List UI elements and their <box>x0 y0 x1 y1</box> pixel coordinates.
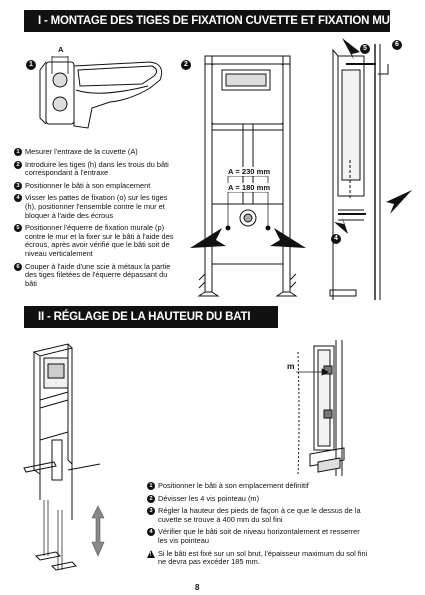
list-item: 3 Régler la hauteur des pieds de façon à ce que le dessus de la cuvette se trouve à 400 mm du sol fini <box>147 507 371 524</box>
section-1-title: I - MONTAGE DES TIGES DE FIXATION CUVETTE ET FIXATION MURALE <box>24 10 390 32</box>
figure-1-number: 1 <box>26 60 36 70</box>
list-item: 4 Vérifier que le bâti soit de niveau horizontalement et resserrer les vis pointeau <box>147 528 371 545</box>
list-item: 5 Positionner l'équerre de fixation murale (p) contre le mur et la fixer sur le bâti à l'aide des écrous, après avoir vérifié que le bâti soit de niveau verticalement <box>14 224 179 258</box>
warning-item: ! Si le bâti est fixé sur un sol brut, l'épaisseur maximum du sol fini ne devra pas excéder 185 mm. <box>147 550 371 567</box>
label-m: m <box>287 361 295 371</box>
figure-2-number: 2 <box>181 60 191 70</box>
dimension-180: A = 180 mm <box>228 183 271 192</box>
list-item: 6 Couper à l'aide d'une scie à métaux la partie des tiges filetées de l'équerre dépassant du bâti <box>14 263 179 289</box>
page-number: 8 <box>195 583 200 592</box>
section-2-steps <box>147 482 371 571</box>
dimension-230: A = 230 mm <box>228 167 271 176</box>
callout-6: 6 <box>392 40 402 50</box>
list-item: 3 Positionner le bâti à son emplacement <box>14 182 179 191</box>
section-2-title: II - RÉGLAGE DE LA HAUTEUR DU BATI <box>24 306 278 328</box>
callout-5: 5 <box>360 44 370 54</box>
list-item: 1 Mesurer l'entraxe de la cuvette (A) <box>14 148 179 157</box>
list-item: 2 Introduire les tiges (h) dans les trous du bâti correspondant à l'entraxe <box>14 161 179 178</box>
list-item: 2 Dévisser les 4 vis pointeau (m) <box>147 495 371 504</box>
dimension-a-label: A <box>58 45 64 54</box>
warning-icon: ! <box>147 550 155 558</box>
list-item: 1 Positionner le bâti à son emplacement définitif <box>147 482 371 491</box>
callout-4: 4 <box>331 234 341 244</box>
list-item: 4 Visser les pattes de fixation (o) sur les tiges (h), positionner l'ensemble contre le mur et bloquer à l'aide des écrous <box>14 194 179 220</box>
